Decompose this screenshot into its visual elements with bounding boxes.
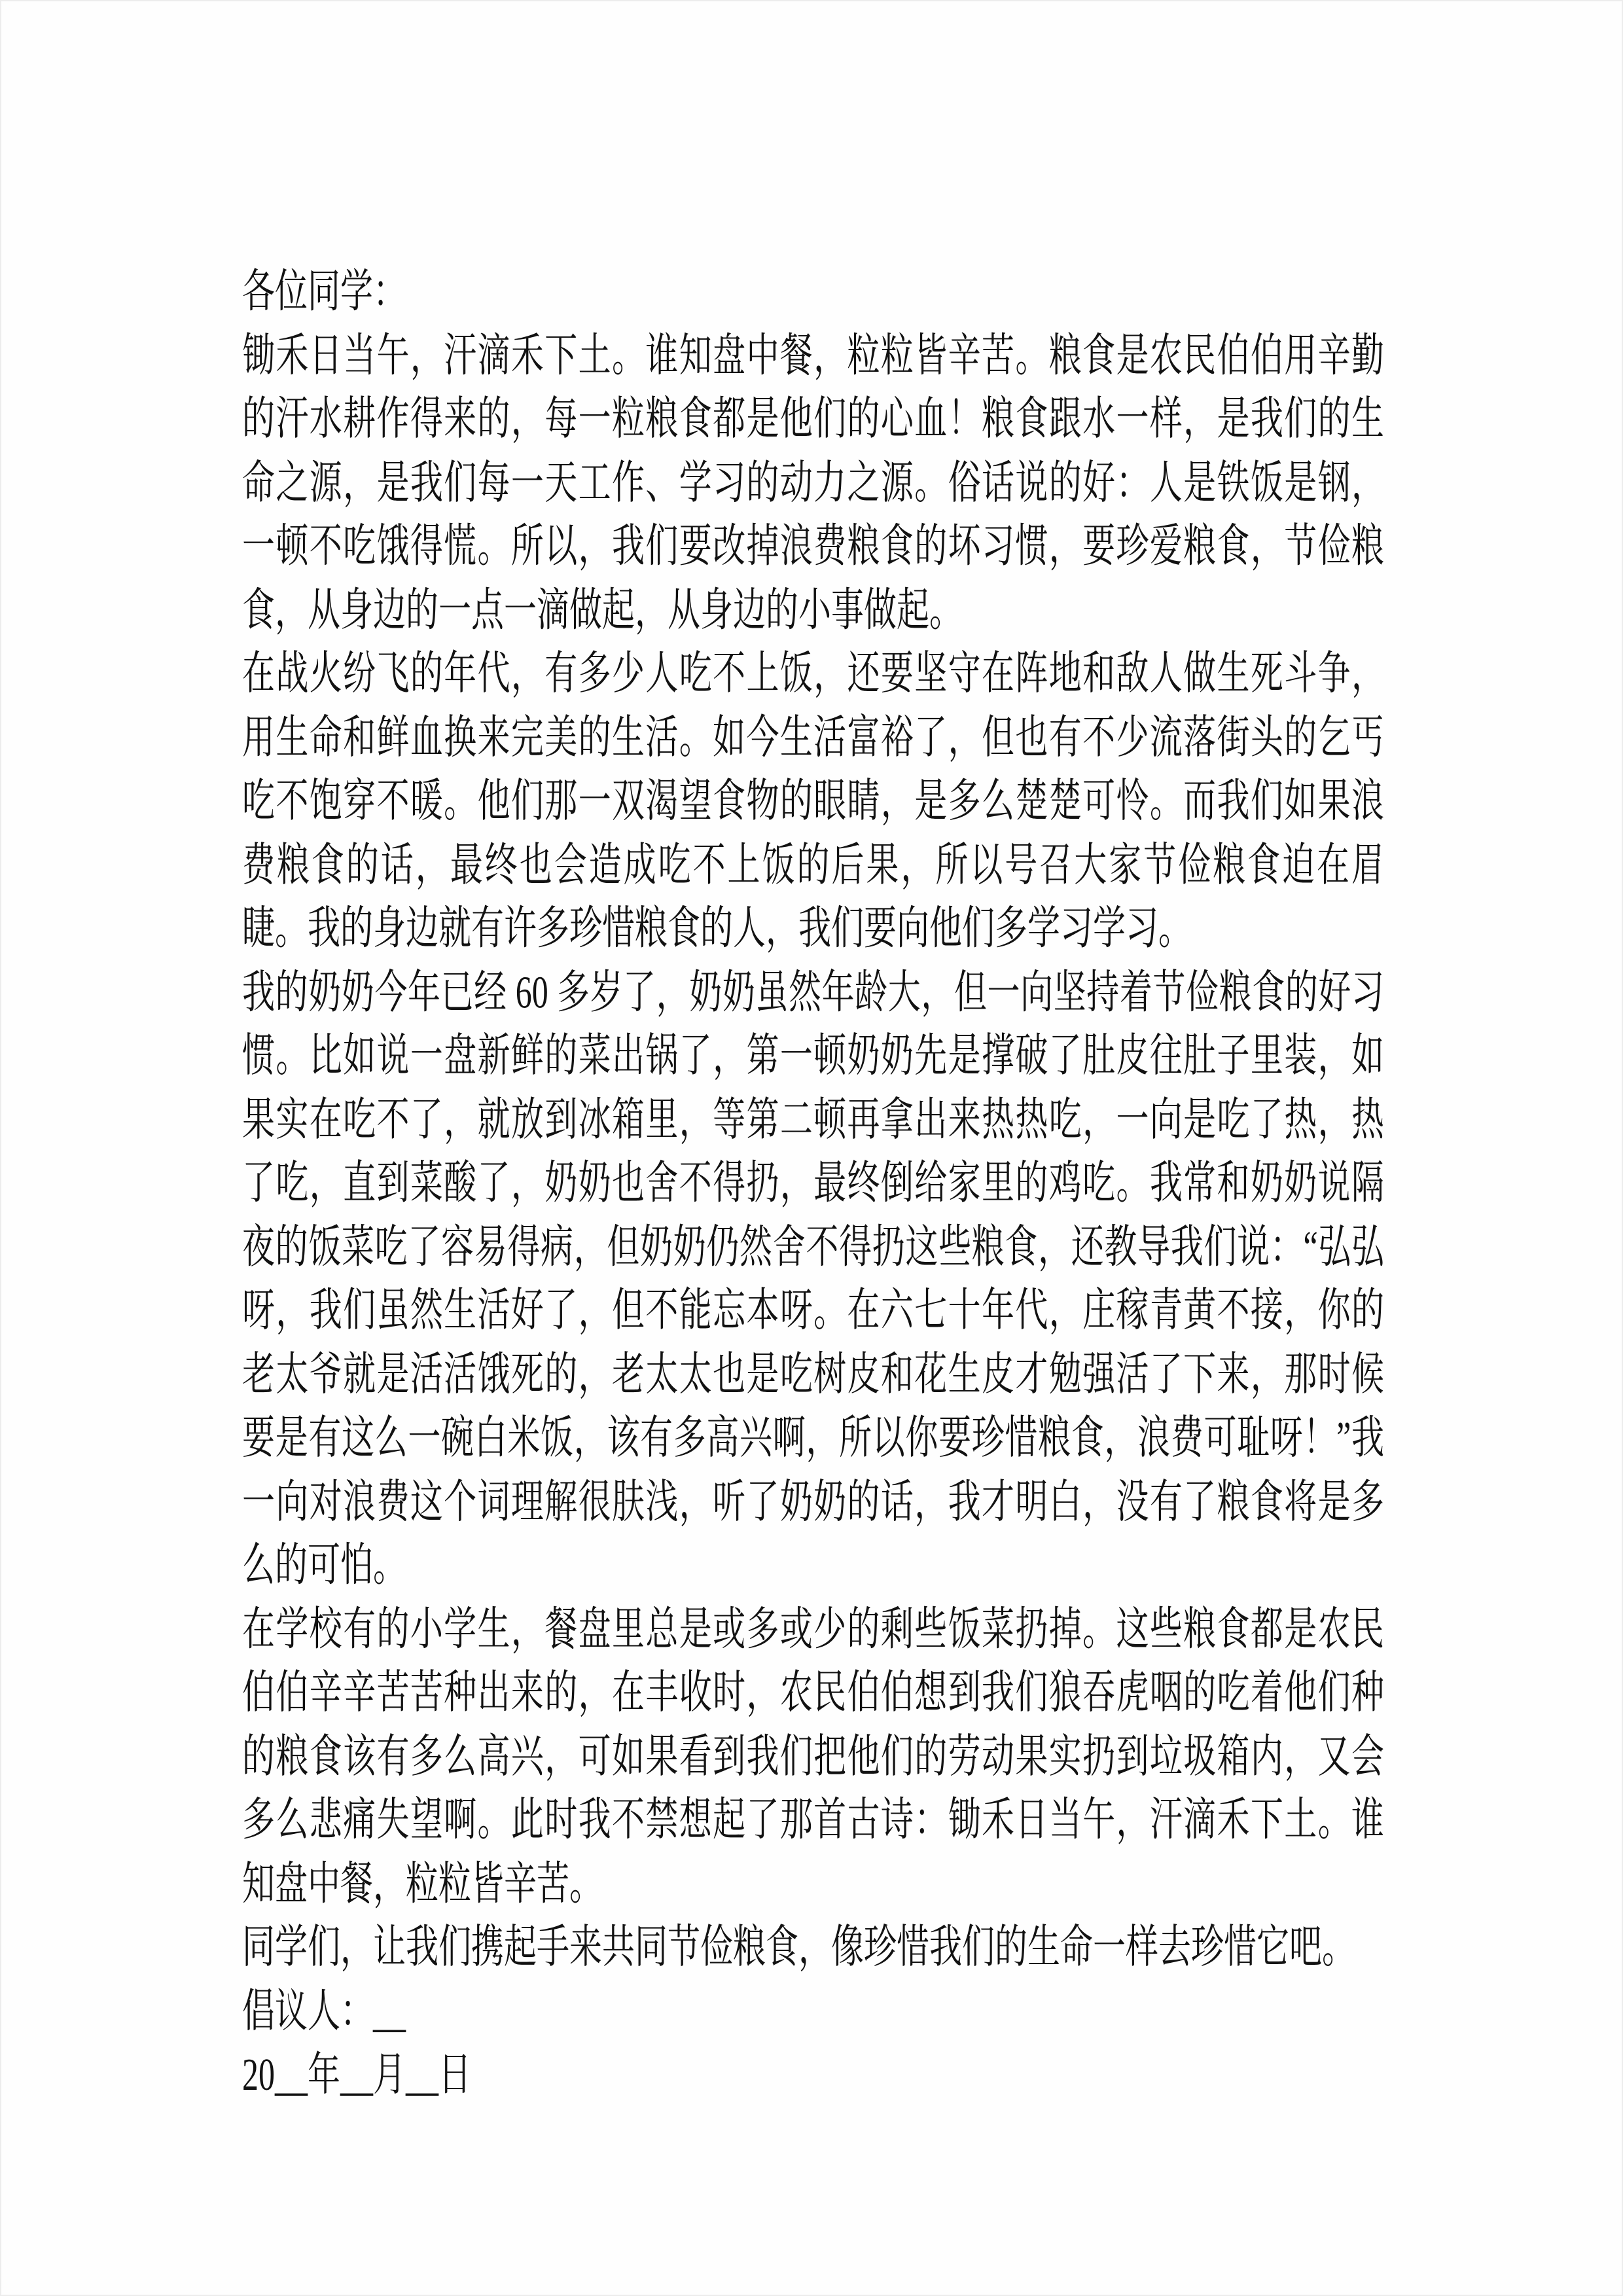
date-line: 20__年__月__日	[242, 2048, 471, 2100]
salutation: 各位同学：	[242, 265, 406, 317]
paragraph-war-era: 在战火纷飞的年代，有多少人吃不上饭，还要坚守在阵地和敌人做生死斗争，用生命和鲜血换来完美的生活。如今生活富裕了，但也有不少流落街头的乞丐吃不饱穿不暖。他们那一双渴望食物的眼睛，是多么楚楚可怜。而我们如果浪费粮食的话，最终也会造成吃不上饭的后果，所以号召大家节俭粮食迫在眉睫。我的身边就有许多珍惜粮食的人，我们要向他们多学习学习。	[242, 647, 1384, 954]
closing-appeal: 同学们，让我们携起手来共同节俭粮食，像珍惜我们的生命一样去珍惜它吧。	[242, 1921, 1355, 1973]
paragraph-grandma-story: 我的奶奶今年已经 60 多岁了，奶奶虽然年龄大，但一向坚持着节俭粮食的好习惯。比如说一盘新鲜的菜出锅了，第一顿奶奶先是撑破了肚皮往肚子里装，如果实在吃不了，就放到冰箱里，等第二顿再拿出来热热吃，一向是吃了热，热了吃，直到菜酸了，奶奶也舍不得扔，最终倒给家里的鸡吃。我常和奶奶说隔夜的饭菜吃了容易得病，但奶奶仍然舍不得扔这些粮食，还教导我们说：“弘弘呀，我们虽然生活好了，但不能忘本呀。在六七十年代，庄稼青黄不接，你的老太爷就是活活饿死的，老太太也是吃树皮和花生皮才勉强活了下来，那时候要是有这么一碗白米饭，该有多高兴啊，所以你要珍惜粮食，浪费可耻呀！”我一向对浪费这个词理解很肤浅，听了奶奶的话，我才明白，没有了粮食将是多么的可怕。	[242, 965, 1384, 1590]
paragraph-grain-intro: 锄禾日当午，汗滴禾下土。谁知盘中餐，粒粒皆辛苦。粮食是农民伯伯用辛勤的汗水耕作得来的，每一粒粮食都是他们的心血！粮食跟水一样，是我们的生命之源，是我们每一天工作、学习的动力之源。俗话说的好：人是铁饭是钢，一顿不吃饿得慌。所以，我们要改掉浪费粮食的坏习惯，要珍爱粮食，节俭粮食，从身边的一点一滴做起，从身边的小事做起。	[242, 329, 1384, 636]
paragraph-school-waste: 在学校有的小学生，餐盘里总是或多或少的剩些饭菜扔掉。这些粮食都是农民伯伯辛辛苦苦种出来的，在丰收时，农民伯伯想到我们狼吞虎咽的吃着他们种的粮食该有多么高兴，可如果看到我们把他们的劳动果实扔到垃圾箱内，又会多么悲痛失望啊。此时我不禁想起了那首古诗：锄禾日当午，汗滴禾下土。谁知盘中餐，粒粒皆辛苦。	[242, 1602, 1384, 1909]
proposer-line: 倡议人：__	[242, 1984, 406, 2036]
letter-body	[242, 260, 1384, 2107]
